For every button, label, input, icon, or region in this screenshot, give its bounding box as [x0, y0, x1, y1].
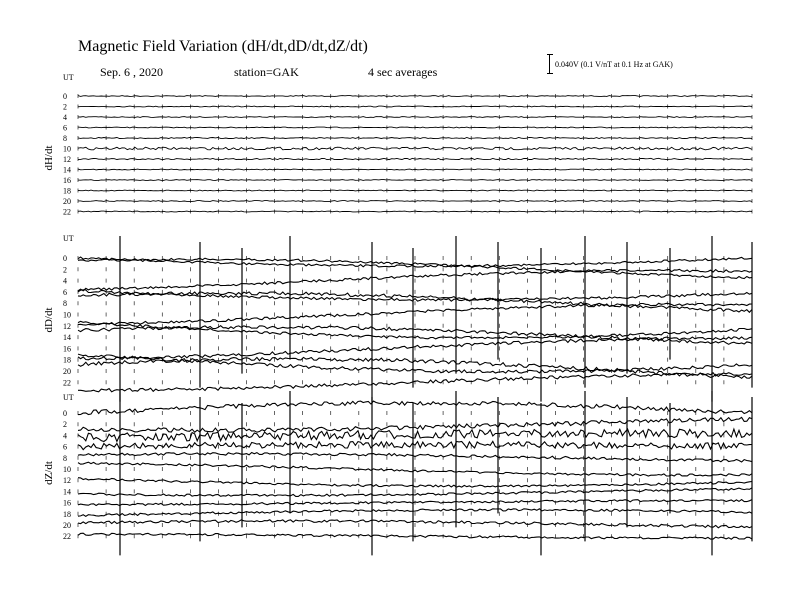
hour-tick-label: 10 [63, 310, 71, 320]
panel-dhdt [43, 73, 752, 217]
hour-tick-label: 2 [63, 265, 67, 275]
panel-dzdt [43, 391, 752, 555]
trace-line [78, 190, 752, 191]
trace-line [78, 533, 752, 539]
hour-tick-label: 10 [63, 144, 71, 154]
hour-tick-label: 20 [63, 367, 71, 376]
ut-label: UT [63, 73, 74, 82]
hour-tick-label: 22 [63, 532, 71, 542]
hour-tick-label: 16 [63, 176, 71, 185]
hour-tick-label: 12 [63, 476, 71, 486]
hour-tick-label: 4 [63, 431, 67, 441]
hour-tick-label: 12 [63, 155, 71, 164]
hour-tick-label: 20 [63, 197, 71, 206]
hour-tick-label: 8 [63, 134, 67, 143]
hour-tick-label: 18 [63, 509, 71, 519]
trace-line [78, 127, 752, 128]
hour-tick-label: 6 [63, 123, 67, 133]
hour-tick-label: 2 [63, 420, 67, 430]
chart-title: Magnetic Field Variation (dH/dt,dD/dt,dZ/dt) [78, 38, 368, 55]
hour-tick-label: 22 [63, 378, 71, 388]
hour-tick-label: 14 [63, 487, 71, 497]
hour-tick-label: 6 [63, 287, 67, 297]
hour-tick-label: 6 [63, 442, 67, 452]
hour-tick-label: 4 [63, 113, 67, 122]
trace-line [78, 326, 752, 345]
hour-tick-label: 14 [63, 333, 71, 343]
panel-ylabel: dH/dt [43, 145, 55, 171]
hour-tick-label: 2 [63, 102, 67, 112]
hour-tick-label: 10 [63, 465, 71, 474]
panel-dddt [43, 234, 752, 402]
hour-tick-label: 20 [63, 521, 71, 530]
hour-tick-label: 0 [63, 254, 67, 263]
panel-ylabel: dD/dt [43, 307, 55, 333]
hour-tick-label: 4 [63, 276, 67, 286]
panel-ylabel: dZ/dt [43, 461, 55, 485]
hour-tick-label: 8 [63, 299, 67, 309]
hour-tick-label: 12 [63, 321, 71, 331]
trace-line [78, 180, 752, 181]
scale-note: 0.040V (0.1 V/nT at 0.1 Hz at GAK) [555, 60, 673, 69]
hour-tick-label: 0 [63, 92, 67, 101]
panels-group [43, 73, 752, 555]
averaging-label: 4 sec averages [368, 65, 438, 79]
ut-label: UT [63, 393, 74, 402]
hour-tick-label: 18 [63, 355, 71, 365]
date-label: Sep. 6 , 2020 [100, 65, 163, 79]
hour-tick-label: 16 [63, 498, 71, 508]
hour-tick-label: 16 [63, 344, 71, 354]
hour-tick-label: 8 [63, 453, 67, 463]
hour-tick-label: 22 [63, 207, 71, 217]
hour-tick-label: 14 [63, 165, 71, 175]
hour-tick-label: 18 [63, 186, 71, 196]
hour-tick-label: 0 [63, 409, 67, 418]
scale-bar-icon [547, 54, 553, 74]
station-label: station=GAK [234, 65, 299, 79]
ut-label: UT [63, 234, 74, 243]
